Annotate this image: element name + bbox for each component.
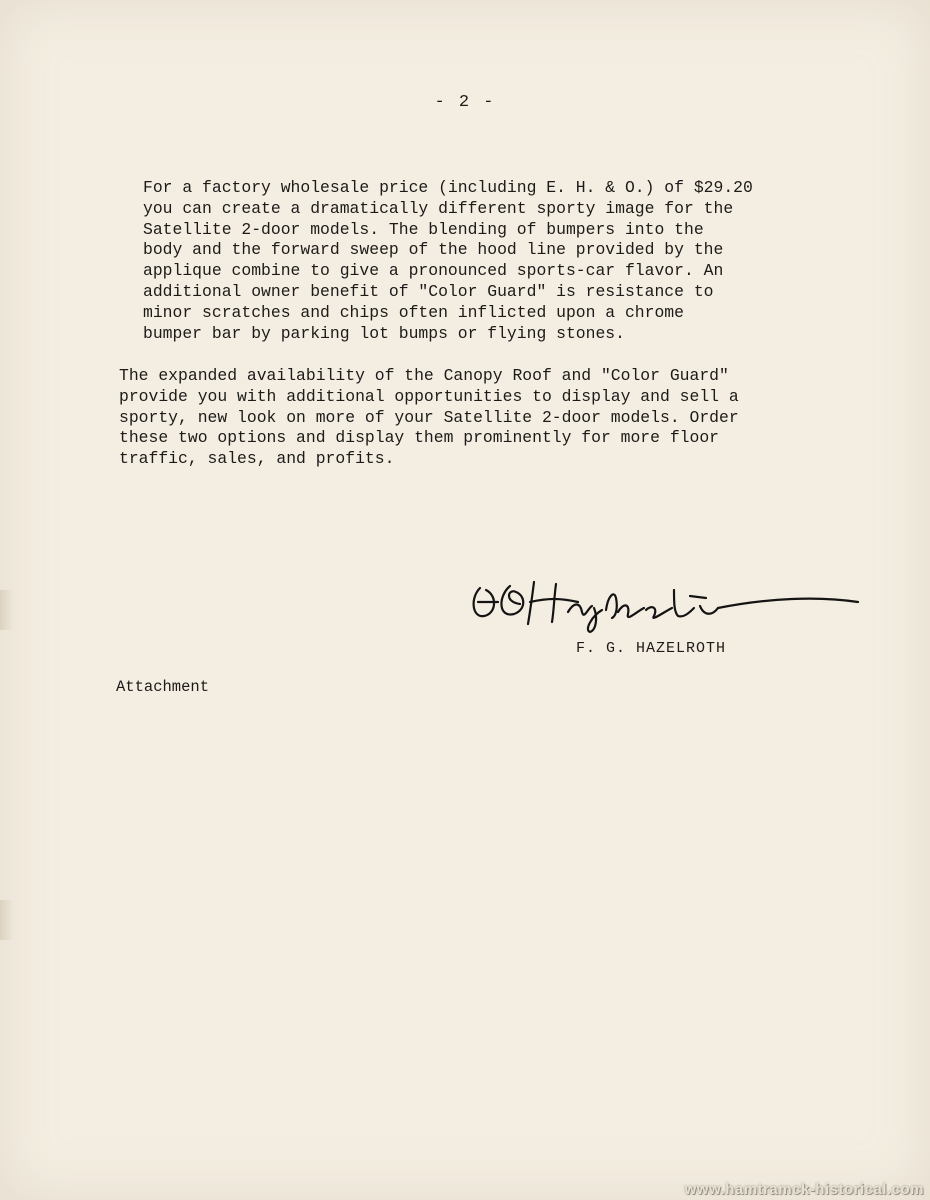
watermark: www.hamtramck-historical.com: [684, 1181, 924, 1198]
page-number: - 2 -: [434, 93, 496, 112]
paragraph-1: For a factory wholesale price (including E. H. & O.) of $29.20 you can create a dramatically different sporty image for the Satellite 2-door models. The blending of bumpers into the body and the forward sweep of the hood line provided by the applique combine to give a pronounced sports-car flavor. An additional owner benefit of "Color Guard" is resistance to minor scratches and chips often inflicted upon a chrome bumper bar by parking lot bumps or flying stones.: [143, 178, 753, 343]
paper-fold-mark: [0, 590, 14, 630]
paper-fold-mark: [0, 900, 14, 940]
signer-name: F. G. HAZELROTH: [576, 640, 727, 657]
paragraph-2: The expanded availability of the Canopy Roof and "Color Guard" provide you with additional opportunities to display and sell a sporty, new look on more of your Satellite 2-door models. Order these two options and display them prominently for more floor traffic, sales, and profits.: [119, 366, 739, 469]
signature-image: [468, 568, 868, 638]
attachment-label: Attachment: [116, 678, 210, 696]
